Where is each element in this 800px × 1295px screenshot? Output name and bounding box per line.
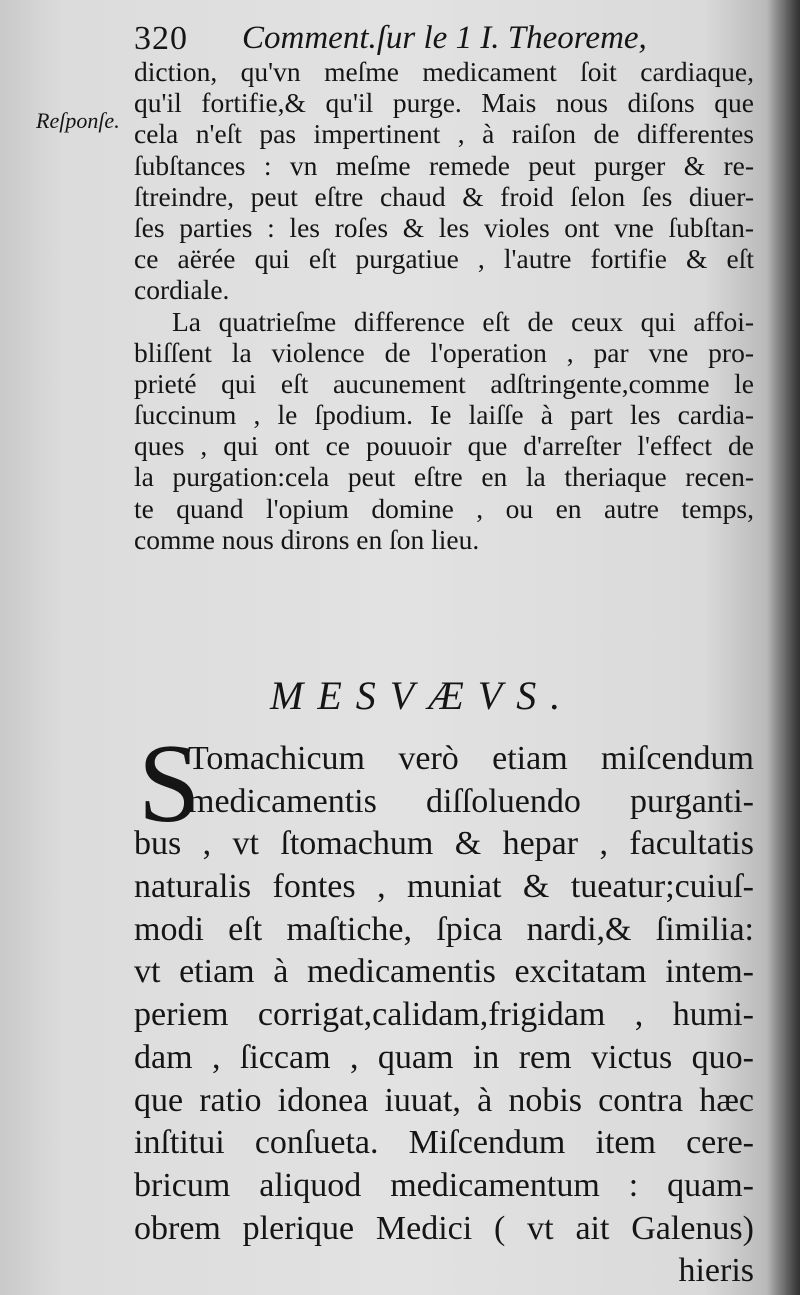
drop-cap: S: [138, 722, 201, 846]
text-line: bus , vt ſtomachum & hepar , facultatis: [134, 825, 754, 863]
text-line: diction, qu'vn meſme medicament ſoit cardiaque,: [134, 56, 754, 87]
page-gutter-shadow: [766, 0, 800, 1295]
latin-text: [134, 722, 754, 1293]
text-line: ques , qui ont ce pouuoir que d'arreſter l'effect de: [134, 430, 754, 462]
running-title: Comment.ſur le 1 I. Theoreme,: [242, 20, 647, 56]
text-line: cordiale.: [134, 274, 230, 306]
text-line: inſtitui conſueta. Miſcendum item cere-: [134, 1124, 754, 1162]
text-line: que ratio idonea iuuat, à nobis contra hæc: [134, 1081, 754, 1119]
text-line: ſuccinum , le ſpodium. Ie laiſſe à part les cardia-: [134, 399, 754, 431]
text-line: dam , ſiccam , quam in rem victus quo-: [134, 1038, 754, 1076]
text-line: modi eſt maſtiche, ſpica nardi,& ſimilia:: [134, 910, 754, 948]
catchword: hieris: [678, 1252, 754, 1290]
text-line: vt etiam à medicamentis excitatam intem-: [134, 953, 754, 991]
margin-note: Reſponſe.: [36, 108, 120, 133]
text-line: prieté qui eſt aucunement adſtringente,comme le: [134, 367, 754, 399]
page-number: 320: [134, 20, 188, 57]
text-line: bricum aliquod medicamentum : quam-: [134, 1166, 754, 1204]
text-line: bliſſent la violence de l'operation , par vne pro-: [134, 336, 754, 368]
french-commentary: [134, 56, 754, 555]
text-line: naturalis fontes , muniat & tueatur;cuiuſ-: [134, 868, 754, 906]
text-line: obrem plerique Medici ( vt ait Galenus): [134, 1209, 754, 1247]
paragraph-first-line: La quatrieſme difference eſt de ceux qui affoi-: [172, 305, 754, 337]
text-line: cela n'eſt pas impertinent , à raiſon de differentes: [134, 118, 754, 150]
text-line: ſes parties : les roſes & les violes ont vne ſubſtan-: [134, 211, 754, 243]
text-line: ſubſtances : vn meſme remede peut purger & re-: [134, 149, 754, 181]
text-line: qu'il fortifie,& qu'il purge. Mais nous diſons que: [134, 87, 754, 119]
section-heading: MESVÆVS.: [270, 673, 575, 718]
text-line: ce aërée qui eſt purgatiue , l'autre fortifie & eſt: [134, 243, 754, 275]
page-header: [134, 14, 754, 62]
text-line: te quand l'opium domine , ou en autre temps,: [134, 492, 754, 524]
text-line: periem corrigat,calidam,frigidam , humi-: [134, 996, 754, 1034]
text-line: medicamentis diſſoluendo purganti-: [188, 782, 754, 820]
text-line: la purgation:cela peut eſtre en la theriaque recen-: [134, 461, 754, 493]
text-line: ſtreindre, peut eſtre chaud & froid ſelon ſes diuer-: [134, 180, 754, 212]
text-line: Tomachicum verò etiam miſcendum: [188, 740, 754, 777]
text-line: comme nous dirons en ſon lieu.: [134, 523, 480, 555]
